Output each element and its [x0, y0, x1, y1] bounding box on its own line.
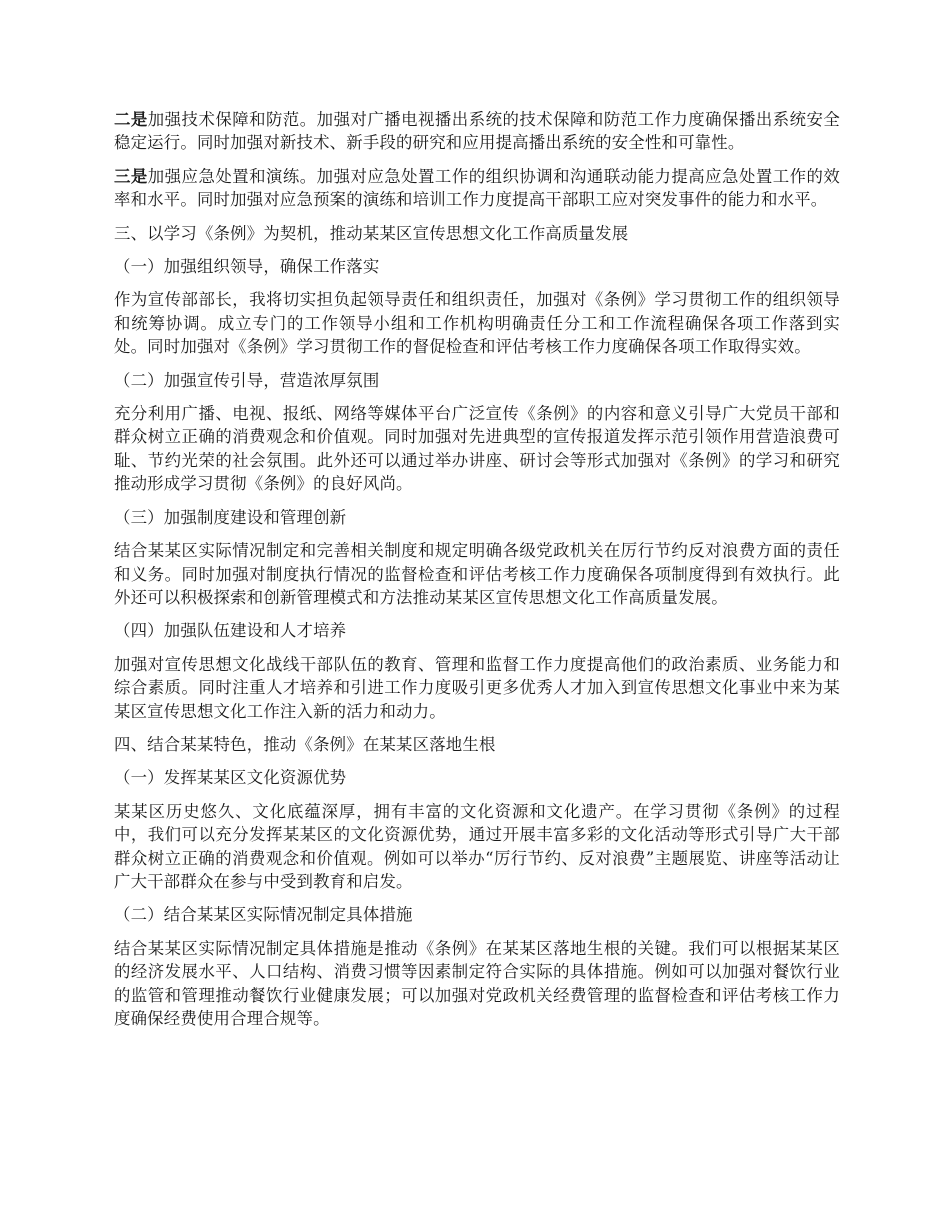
paragraph-body: 作为宣传部部长，我将切实担负起领导责任和组织责任，加强对《条例》学习贯彻工作的组织领导和统筹协调。成立专门的工作领导小组和工作机构明确责任分工和工作流程确保各项工作落到实处。同时加强对《条例》学习贯彻工作的督促检查和评估考核工作力度确保各项工作取得实效。	[114, 290, 840, 357]
section-heading-four: 四、结合某某特色，推动《条例》在某某区落地生根	[114, 734, 496, 754]
paragraph-body: 充分利用广播、电视、报纸、网络等媒体平台广泛宣传《条例》的内容和意义引导广大党员干部和群众树立正确的消费观念和价值观。同时加强对先进典型的宣传报道发挥示范引领作用营造浪费可耻、节约光荣的社会氛围。此外还可以通过举办讲座、研讨会等形式加强对《条例》的学习和研究推动形成学习贯彻《条例》的良好风尚。	[114, 404, 840, 494]
paragraph-lead: 三是	[114, 166, 148, 186]
subheading-4-1: （一）发挥某某区文化资源优势	[114, 768, 347, 788]
paragraph-body: 结合某某区实际情况制定和完善相关制度和规定明确各级党政机关在厉行节约反对浪费方面的责任和义务。同时加强对制度执行情况的监督检查和评估考核工作力度确保各项制度得到有效执行。此外还可以积极探索和创新管理模式和方法推动某某区宣传思想文化工作高质量发展。	[114, 541, 840, 607]
section-heading-three: 三、以学习《条例》为契机，推动某某区宣传思想文化工作高质量发展	[114, 223, 629, 243]
subheading-3-2: （二）加强宣传引导，营造浓厚氛围	[114, 370, 380, 390]
subheading-3-4: （四）加强队伍建设和人才培养	[114, 621, 347, 641]
paragraph-body: 结合某某区实际情况制定具体措施是推动《条例》在某某区落地生根的关键。我们可以根据某某区的经济发展水平、人口结构、消费习惯等因素制定符合实际的具体措施。例如可以加强对餐饮行业的监管和管理推动餐饮行业健康发展；可以加强对党政机关经费管理的监督检查和评估考核工作力度确保经费使用合理合规等。	[114, 938, 840, 1028]
document-page	[114, 108, 840, 1040]
paragraph-text: 加强技术保障和防范。加强对广播电视播出系统的技术保障和防范工作力度确保播出系统安全稳定运行。同时加强对新技术、新手段的研究和应用提高播出系统的安全性和可靠性。	[114, 110, 840, 153]
paragraph-body: 某某区历史悠久、文化底蕴深厚，拥有丰富的文化资源和文化遗产。在学习贯彻《条例》的过程中，我们可以充分发挥某某区的文化资源优势，通过开展丰富多彩的文化活动等形式引导广大干部群众树立正确的消费观念和价值观。例如可以举办“厉行节约、反对浪费”主题展览、讲座等活动让广大干部群众在参与中受到教育和启发。	[114, 801, 840, 891]
paragraph-lead: 二是	[114, 110, 148, 129]
paragraph-point-three	[114, 165, 840, 212]
subheading-3-3: （三）加强制度建设和管理创新	[114, 507, 347, 527]
subheading-3-1: （一）加强组织领导，确保工作落实	[114, 257, 380, 277]
paragraph-point-two	[114, 108, 840, 155]
paragraph-text: 加强应急处置和演练。加强对应急处置工作的组织协调和沟通联动能力提高应急处置工作的效率和水平。同时加强对应急预案的演练和培训工作力度提高干部职工应对突发事件的能力和水平。	[114, 166, 840, 210]
paragraph-body: 加强对宣传思想文化战线干部队伍的教育、管理和监督工作力度提高他们的政治素质、业务能力和综合素质。同时注重人才培养和引进工作力度吸引更多优秀人才加入到宣传思想文化事业中来为某某区宣传思想文化工作注入新的活力和动力。	[114, 654, 840, 721]
subheading-4-2: （二）结合某某区实际情况制定具体措施	[114, 905, 413, 925]
